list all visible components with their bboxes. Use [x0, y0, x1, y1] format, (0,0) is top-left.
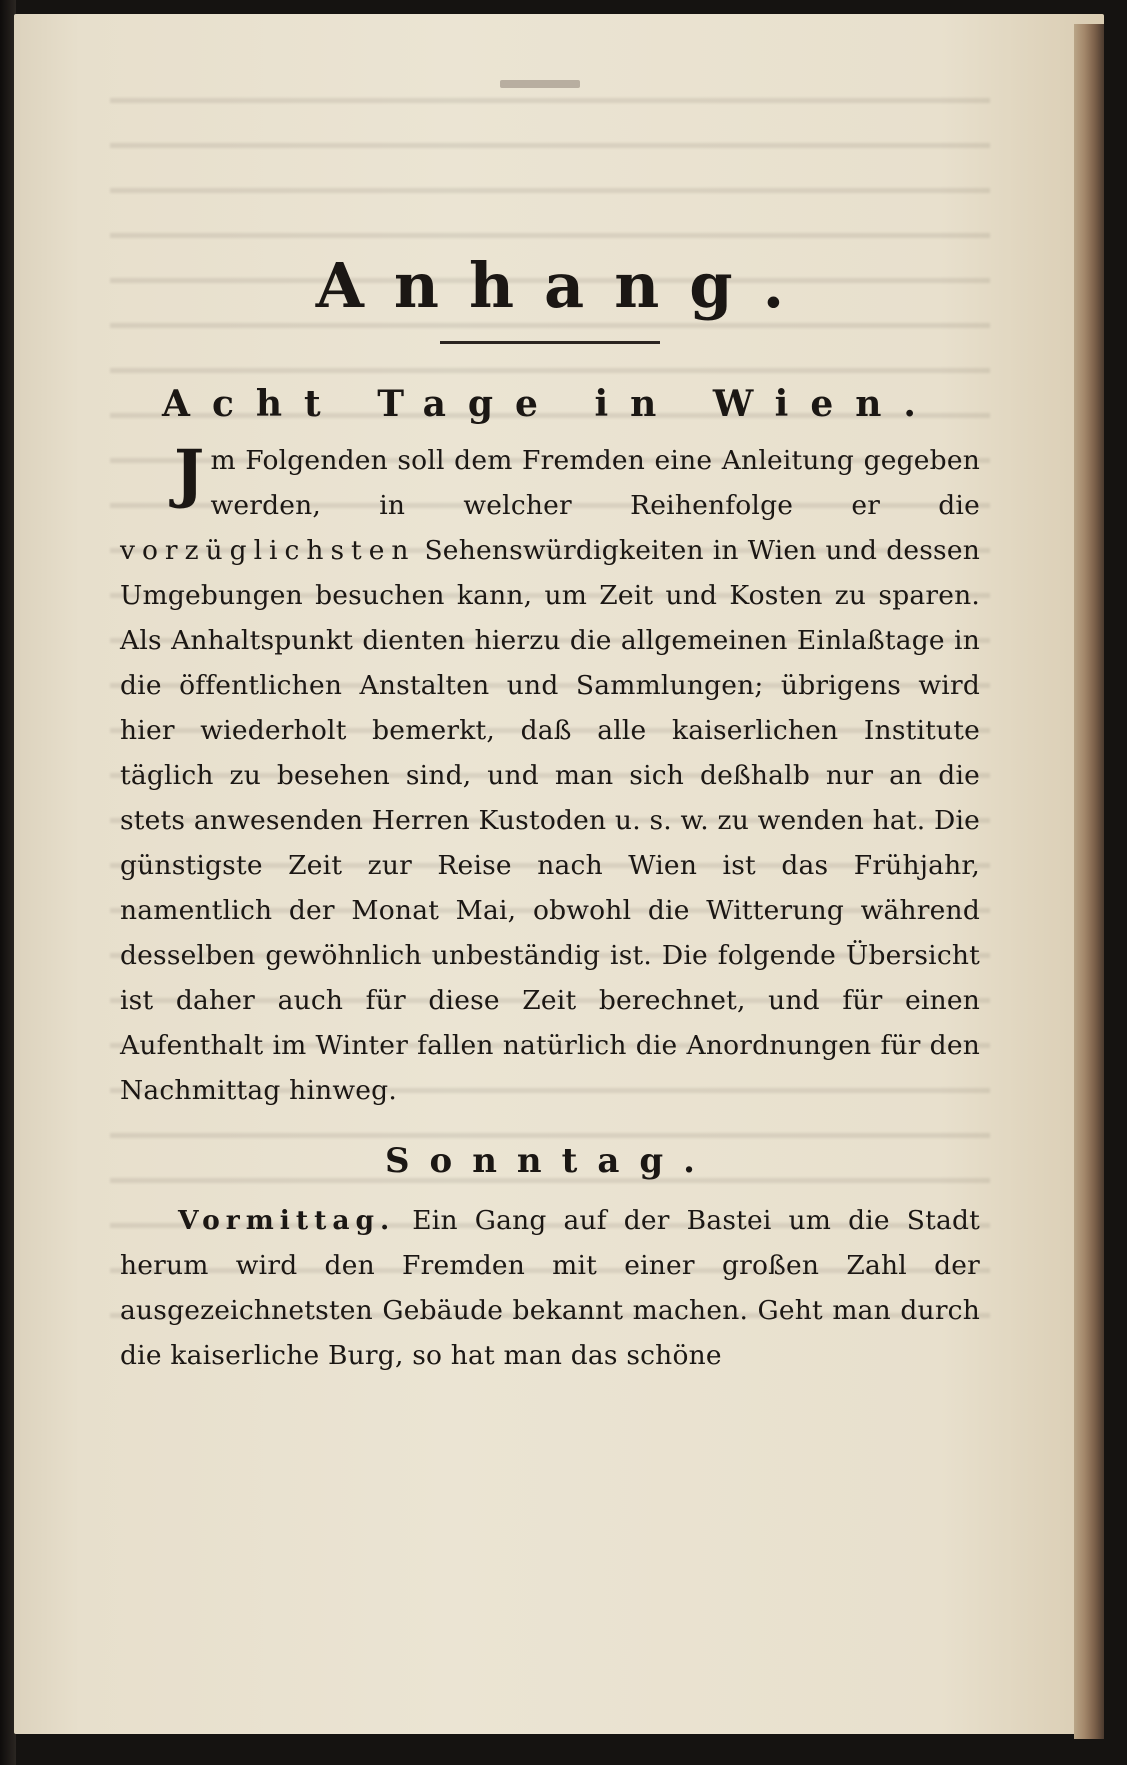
- page-edge: [1074, 24, 1104, 1739]
- intro-text-end: Sehenswürdigkeiten in Wien und dessen Umgebungen besuchen kann, um Zeit und Kosten zu sparen. Als Anhaltspunkt dienten hierzu die allgemeinen Einlaßtage in die öffentlichen Anstalten und Sammlungen; übrigens wird hier wiederholt bemerkt, daß alle kaiserlichen Institute täglich zu besehen sind, und man sich deßhalb nur an die stets anwesenden Herren Kustoden u. s. w. zu wenden hat. Die günstigste Zeit zur Reise nach Wien ist das Frühjahr, namentlich der Monat Mai, obwohl die Witterung während desselben gewöhnlich unbeständig ist. Die folgende Übersicht ist daher auch für diese Zeit berechnet, und für einen Aufenthalt im Winter fallen natürlich die Anordnungen für den Nachmittag hinweg.: [120, 535, 980, 1106]
- spaced-word: vorzüglichsten: [120, 535, 416, 566]
- section-paragraph: [120, 1198, 980, 1378]
- intro-text-start: m Folgenden soll dem Fremden eine Anleitung gegeben werden, in welcher Reihenfolge er die: [210, 445, 980, 521]
- drop-cap: J: [174, 436, 205, 511]
- header-ornament: [500, 80, 580, 88]
- section-text: Ein Gang auf der Bastei um die Stadt herum wird den Fremden mit einer großen Zahl der ausgezeichnetsten Gebäude bekannt machen. Geht man durch die kaiserliche Burg, so hat man das schöne: [120, 1204, 980, 1371]
- title-rule: [440, 341, 660, 344]
- page-subtitle: Acht Tage in Wien.: [162, 383, 938, 425]
- intro-paragraph: [120, 438, 980, 1113]
- section-lead-word: Vormittag.: [178, 1204, 396, 1236]
- page-content: [120, 249, 980, 1378]
- section-title: Sonntag.: [384, 1141, 716, 1181]
- page-title: Anhang.: [315, 249, 815, 322]
